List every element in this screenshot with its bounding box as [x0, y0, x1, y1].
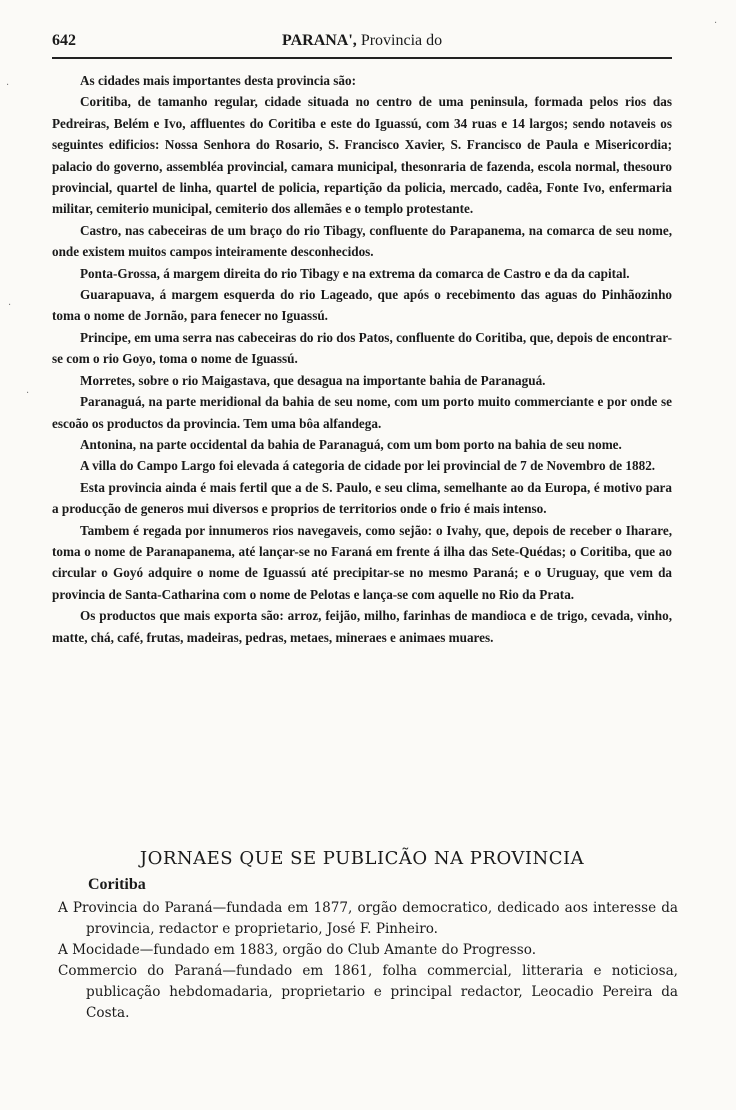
running-title-regular: Provincia do: [360, 32, 443, 49]
margin-speck: ·: [8, 300, 12, 311]
paragraph-exports: Os productos que mais exporta são: arroz, feijão, milho, farinhas de mandioca e de trigo, cevada, vinho, matte, chá, café, frutas, madeiras, pedras, metaes, mineraes e animaes muares.: [52, 608, 672, 645]
paragraph-climate: Esta provincia ainda é mais fertil que a de S. Paulo, e seu clima, semelhante ao da Europa, é motivo para a producção de generos mui diversos e proprios de territorios onde o frio é mais intenso.: [52, 479, 672, 517]
paragraph-antonina: Antonina, na parte occidental da bahia de Paranaguá, com um bom porto na bahia de seu nome.: [80, 436, 622, 452]
paragraph-rivers: Tambem é regada por innumeros rios navegaveis, como sejão: o Ivahy, que, depois de receber o Iharare, toma o nome de Paranapanema, até lançar-se no Faraná em frente á ilha das Sete-Quédas; o Coritiba, que ao circular o Goyó adquire o nome de Iguassú até precipitar-se no mesmo Paraná; e o Uruguay, que vem da provincia de Santa-Catharina com o nome de Pelotas e lança-se com aquelle no Rio da Prata.: [52, 522, 672, 602]
section-heading: JORNAES QUE SE PUBLICÃO NA PROVINCIA: [139, 848, 585, 869]
paragraph-campo-largo: A villa do Campo Largo foi elevada á categoria de cidade por lei provincial de 7 de Novembro de 1882.: [80, 458, 656, 474]
paragraph-guarapuava: Guarapuava, á margem esquerda do rio Lageado, que após o recebimento das aguas do Pinhãozinho toma o nome de Jornão, para fenecer no Iguassú.: [52, 287, 672, 324]
paragraph-morretes: Morretes, sobre o rio Maigastava, que desagua na importante bahia de Paranaguá.: [80, 372, 546, 388]
journal-entry: Commercio do Paraná—fundado em 1861, folha commercial, litteraria e noticiosa, publicação hebdomadaria, proprietario e principal redactor, Leocadio Pereira da Costa.: [58, 963, 678, 1021]
paragraph-intro: As cidades mais importantes desta provincia são:: [80, 73, 356, 88]
journal-entry: A Provincia do Paraná—fundada em 1877, orgão democratico, dedicado aos interesse da provincia, redactor e proprietario, José F. Pinheiro.: [58, 900, 678, 937]
journal-list: [58, 898, 678, 1024]
city-heading: Coritiba: [88, 876, 146, 893]
header-rule: [52, 57, 672, 59]
running-head: [52, 30, 672, 56]
journal-entry: A Mocidade—fundado em 1883, orgão do Club Amante do Progresso.: [58, 942, 537, 958]
page-number: 642: [52, 32, 76, 49]
margin-speck: ·: [26, 388, 30, 399]
paragraph-principe: Principe, em uma serra nas cabeceiras do rio dos Patos, confluente do Coritiba, que, depois de encontrar-se com o rio Goyo, toma o nome de Iguassú.: [52, 329, 672, 367]
paragraph-ponta-grossa: Ponta-Grossa, á margem direita do rio Tibagy e na extrema da comarca de Castro e da da capital.: [80, 265, 630, 281]
running-title: [282, 32, 442, 50]
body-text: [52, 70, 672, 648]
margin-speck: ·: [714, 18, 718, 29]
paragraph-paranagua: Paranaguá, na parte meridional da bahia de seu nome, com um porto muito commerciante e por onde se escoão os productos da provincia. Tem uma bôa alfandega.: [52, 394, 672, 431]
paragraph-castro: Castro, nas cabeceiras de um braço do rio Tibagy, confluente do Parapanema, na comarca de seu nome, onde existem muitos campos inteiramente desconhecidos.: [52, 222, 672, 260]
margin-speck: ·: [6, 80, 10, 91]
paragraph-coritiba: Coritiba, de tamanho regular, cidade situada no centro de uma peninsula, formada pelos rios das Pedreiras, Belém e Ivo, affluentes do Coritiba e este do Iguassú, com 34 ruas e 14 largos; sendo notaveis os seguintes edificios: Nossa Senhora do Rosario, S. Francisco Xavier, S. Francisco de Paula e Misericordia; palacio do governo, assembléa provincial, camara municipal, thesonraria de fazenda, escola normal, thesouro provincial, quartel de linha, quartel de policia, repartição da policia, mercado, cadêa, Fonte Ivo, enfermaria militar, cemiterio municipal, cemiterio dos allemães e o templo protestante.: [52, 94, 672, 217]
running-title-bold: PARANA',: [282, 32, 357, 49]
